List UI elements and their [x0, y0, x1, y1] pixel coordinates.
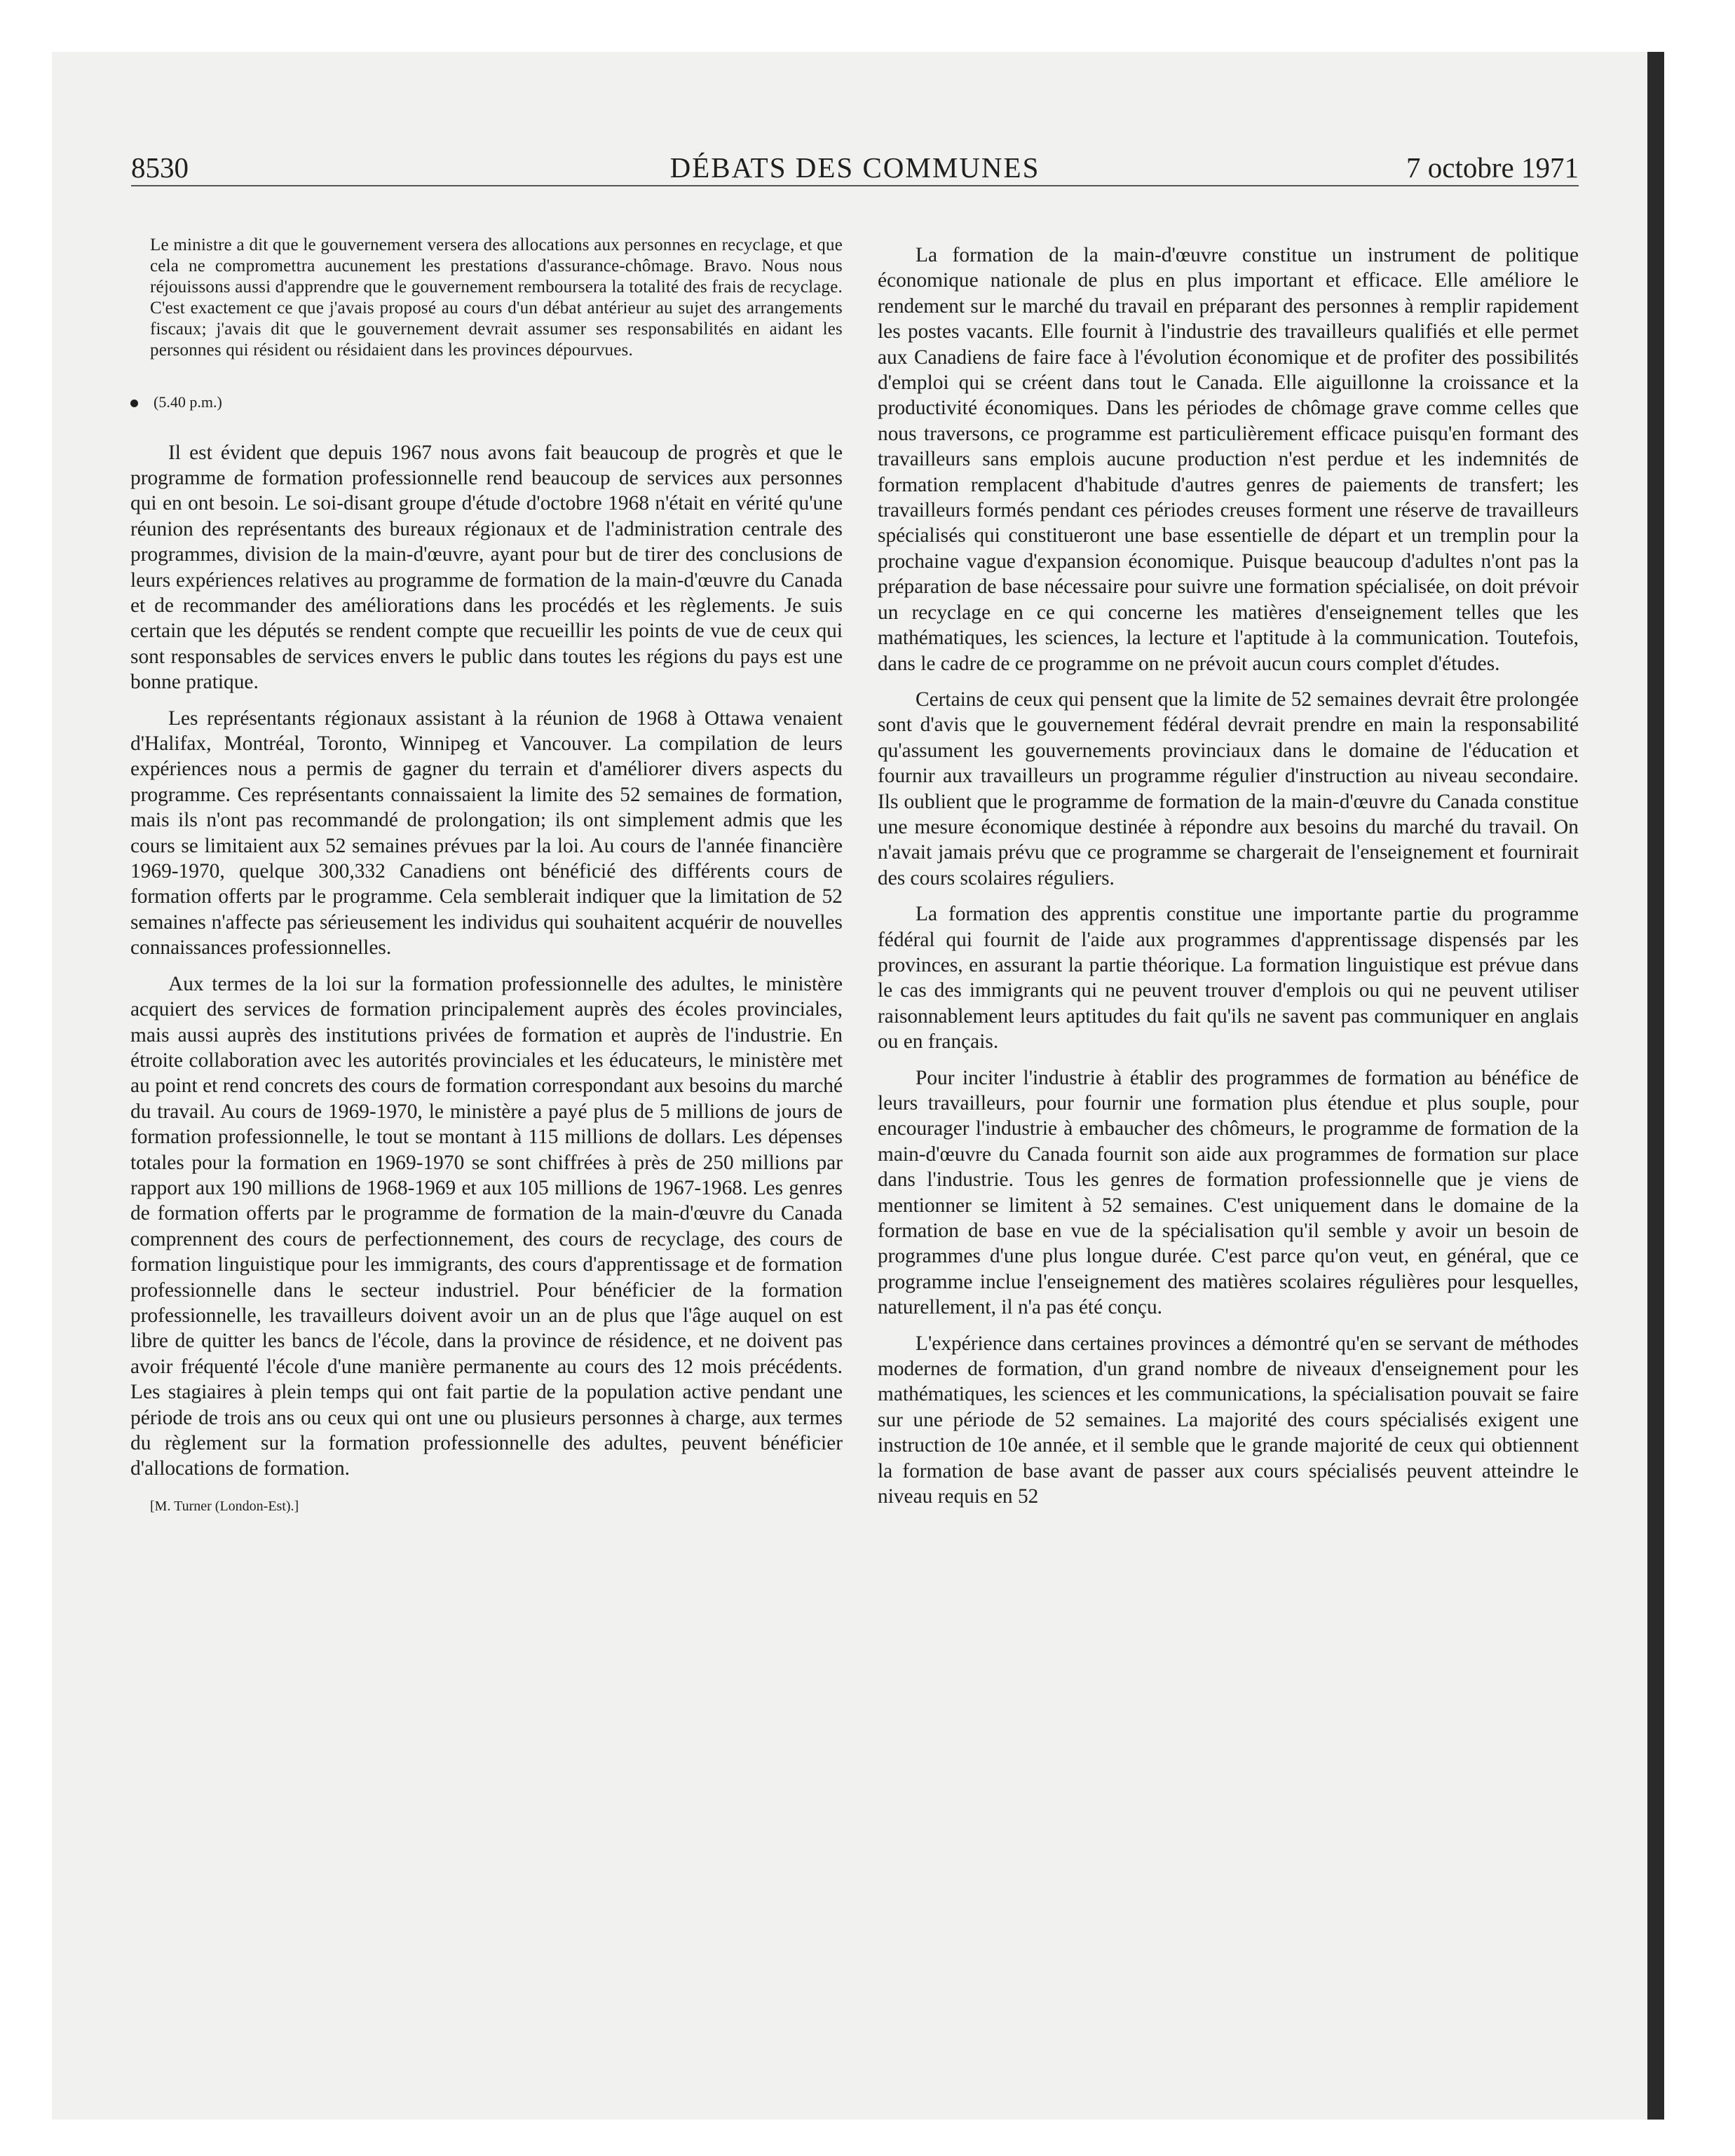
- speaker-attribution: [M. Turner (London-Est).]: [150, 1498, 299, 1514]
- paragraph: L'expérience dans certaines provinces a démontré qu'en se servant de méthodes modernes de formation, d'un grand nombre de niveaux d'enseignement pour les mathématiques, les sciences et les communications, la spécialisation pouvait se faire sur une période de 52 semaines. La majorité des cours spécialisés exigent une instruction de 10e année, et il semble que le grande majorité de ceux qui obtiennent la formation de base avant de passer aux cours spécialisés peuvent atteindre le niveau requis en 52: [878, 1332, 1579, 1508]
- publication-title: DÉBATS DES COMMUNES: [669, 151, 1040, 184]
- left-column: [130, 235, 843, 1515]
- scan-edge-bar: [1647, 52, 1664, 2120]
- paragraph: Il est évident que depuis 1967 nous avons fait beaucoup de progrès et que le programme de formation professionnelle rend beaucoup de services aux personnes qui en ont besoin. Le soi-disant groupe d'étude d'octobre 1968 n'était en vérité qu'une réunion des représentants des bureaux régionaux et de l'administration centrale des programmes, division de la main-d'œuvre, ayant pour but de tirer des conclusions de leurs expériences relatives au programme de formation de la main-d'œuvre du Canada et de recommander des améliorations dans les procédés et les règlements. Je suis certain que les députés se rendent compte que recueillir les points de vue de ceux qui sont responsables de services envers le public dans toutes les régions du pays est une bonne pratique.: [130, 441, 843, 694]
- paragraph: La formation de la main-d'œuvre constitue un instrument de politique économique nationale de plus en plus important et efficace. Elle améliore le rendement sur le marché du travail en préparant des personnes à remplir rapidement les postes vacants. Elle fournit à l'industrie des travailleurs qualifiés et elle permet aux Canadiens de faire face à l'évolution économique et de profiter des possibilités d'emploi qui se créent dans tout le Canada. Elle aiguillonne la croissance et la productivité économiques. Dans les périodes de chômage grave comme celles que nous traversons, ce programme est particulièrement efficace puisqu'en formant des travailleurs sans emplois aucune production n'est perdue et les indemnités de formation remplacent d'habitude d'autres genres de paiements de transfert; les travailleurs formés pendant ces périodes creuses forment une réserve de travailleurs spécialisés qui constitueront une base essentielle de départ et un tremplin pour la prochaine vague d'expansion économique. Puisque beaucoup d'adultes n'ont pas la préparation de base nécessaire pour suivre une formation spécialisée, on doit prévoir un recyclage en ce qui concerne les matières d'enseignement telles que les mathématiques, les sciences, la lecture et l'aptitude à la communication. Toutefois, dans le cadre de ce programme on ne prévoit aucun cours complet d'études.: [878, 244, 1579, 675]
- bullet-icon: [130, 400, 138, 407]
- timestamp: [130, 393, 843, 412]
- paragraph: Les représentants régionaux assistant à la réunion de 1968 à Ottawa venaient d'Halifax, Montréal, Toronto, Winnipeg et Vancouver. La compilation de leurs expériences nous a permis de gagner du terrain et d'améliorer divers aspects du programme. Ces représentants connaissaient la limite des 52 semaines de formation, mais ils n'ont pas recommandé de prolongation; ils ont simplement admis que les cours se limitaient aux 52 semaines prévues par la loi. Au cours de l'année financière 1969-1970, quelque 300,332 Canadiens ont bénéficié des différents cours de formation offerts par le programme. Cela semblerait indiquer que la limitation de 52 semaines n'affecte pas sérieusement les individus qui souhaitent acquérir de nouvelles connaissances professionnelles.: [130, 707, 843, 960]
- paragraph: Certains de ceux qui pensent que la limite de 52 semaines devrait être prolongée sont d'avis que le gouvernement fédéral devrait prendre en main la responsabilité qu'assument les gouvernements provinciaux dans le domaine de l'éducation et fournir aux travailleurs un programme régulier d'instruction au niveau secondaire. Ils oublient que le programme de formation de la main-d'œuvre du Canada constitue une mesure économique destinée à répondre aux besoins du marché du travail. On n'avait jamais prévu que ce programme se chargerait de l'enseignement et fournirait des cours scolaires réguliers.: [878, 688, 1579, 889]
- page-header: [131, 149, 1579, 186]
- paragraph: Pour inciter l'industrie à établir des programmes de formation au bénéfice de leurs travailleurs, pour fournir une formation plus étendue et plus souple, pour encourager l'industrie à embaucher des chômeurs, le programme de formation de la main-d'œuvre du Canada fournit son aide aux programmes de formation sur place dans l'industrie. Tous les genres de formation professionnelle que je viens de mentionner se limitent à 52 semaines. C'est uniquement dans le domaine de la formation de base en vue de la spécialisation qu'il semble y avoir un besoin de programmes d'une plus longue durée. C'est parce qu'on veut, en général, que ce programme inclue l'enseignement des matières scolaires régulières pour lesquelles, naturellement, il n'a pas été conçu.: [878, 1066, 1579, 1319]
- paragraph: Aux termes de la loi sur la formation professionnelle des adultes, le ministère acquiert des services de formation principalement auprès des écoles provinciales, mais aussi auprès des institutions privées de formation et auprès de l'industrie. En étroite collaboration avec les autorités provinciales et les éducateurs, le ministère met au point et rend concrets des cours de formation correspondant aux besoins du marché du travail. Au cours de 1969-1970, le ministère a payé plus de 5 millions de jours de formation professionnelle, le tout se montant à 115 millions de dollars. Les dépenses totales pour la formation en 1969-1970 se sont chiffrées à près de 250 millions par rapport aux 190 millions de 1968-1969 et aux 105 millions de 1967-1968. Les genres de formation offerts par le programme de formation de la main-d'œuvre du Canada comprennent des cours de perfectionnement, des cours de recyclage, des cours de formation linguistique pour les immigrants, des cours d'apprentissage et de formation professionnelle dans le secteur industriel. Pour bénéficier de la formation professionnelle, les travailleurs doivent avoir un an de plus que l'âge auquel on est libre de quitter les bancs de l'école, dans la province de résidence, et ne doivent pas avoir fréquenté l'école d'une manière permanente au cours des 12 mois précédents. Les stagiaires à plein temps qui ont fait partie de la population active pendant une période de trois ans ou ceux qui ont une ou plusieurs personnes à charge, aux termes du règlement sur la formation professionnelle des adultes, peuvent bénéficier d'allocations de formation.: [130, 972, 843, 1480]
- right-column: [878, 243, 1579, 1510]
- publication-date: 7 octobre 1971: [1406, 151, 1579, 184]
- paragraph: La formation des apprentis constitue une importante partie du programme fédéral qui fournit de l'aide aux programmes d'apprentissage dispensés par les provinces, en assurant la partie théorique. La formation linguistique est prévue dans le cas des immigrants qui ne peuvent trouver d'emplois ou qui ne peuvent utiliser raisonnablement leurs aptitudes du fait qu'ils ne savent pas communiquer en anglais ou en français.: [878, 903, 1579, 1053]
- timestamp-text: (5.40 p.m.): [154, 393, 222, 411]
- quoted-passage: Le ministre a dit que le gouvernement versera des allocations aux personnes en recyclage, et que cela ne compromettra aucunement les prestations d'assurance-chômage. Bravo. Nous nous réjouissons aussi d'apprendre que le gouvernement remboursera la totalité des frais de recyclage. C'est exactement ce que j'avais proposé au cours d'un débat antérieur au sujet des arrangements fiscaux; j'avais dit que le gouvernement devrait assumer ses responsabilités en aidant les personnes qui résident ou résidaient dans les provinces dépourvues.: [150, 236, 843, 360]
- page-number: 8530: [131, 151, 189, 184]
